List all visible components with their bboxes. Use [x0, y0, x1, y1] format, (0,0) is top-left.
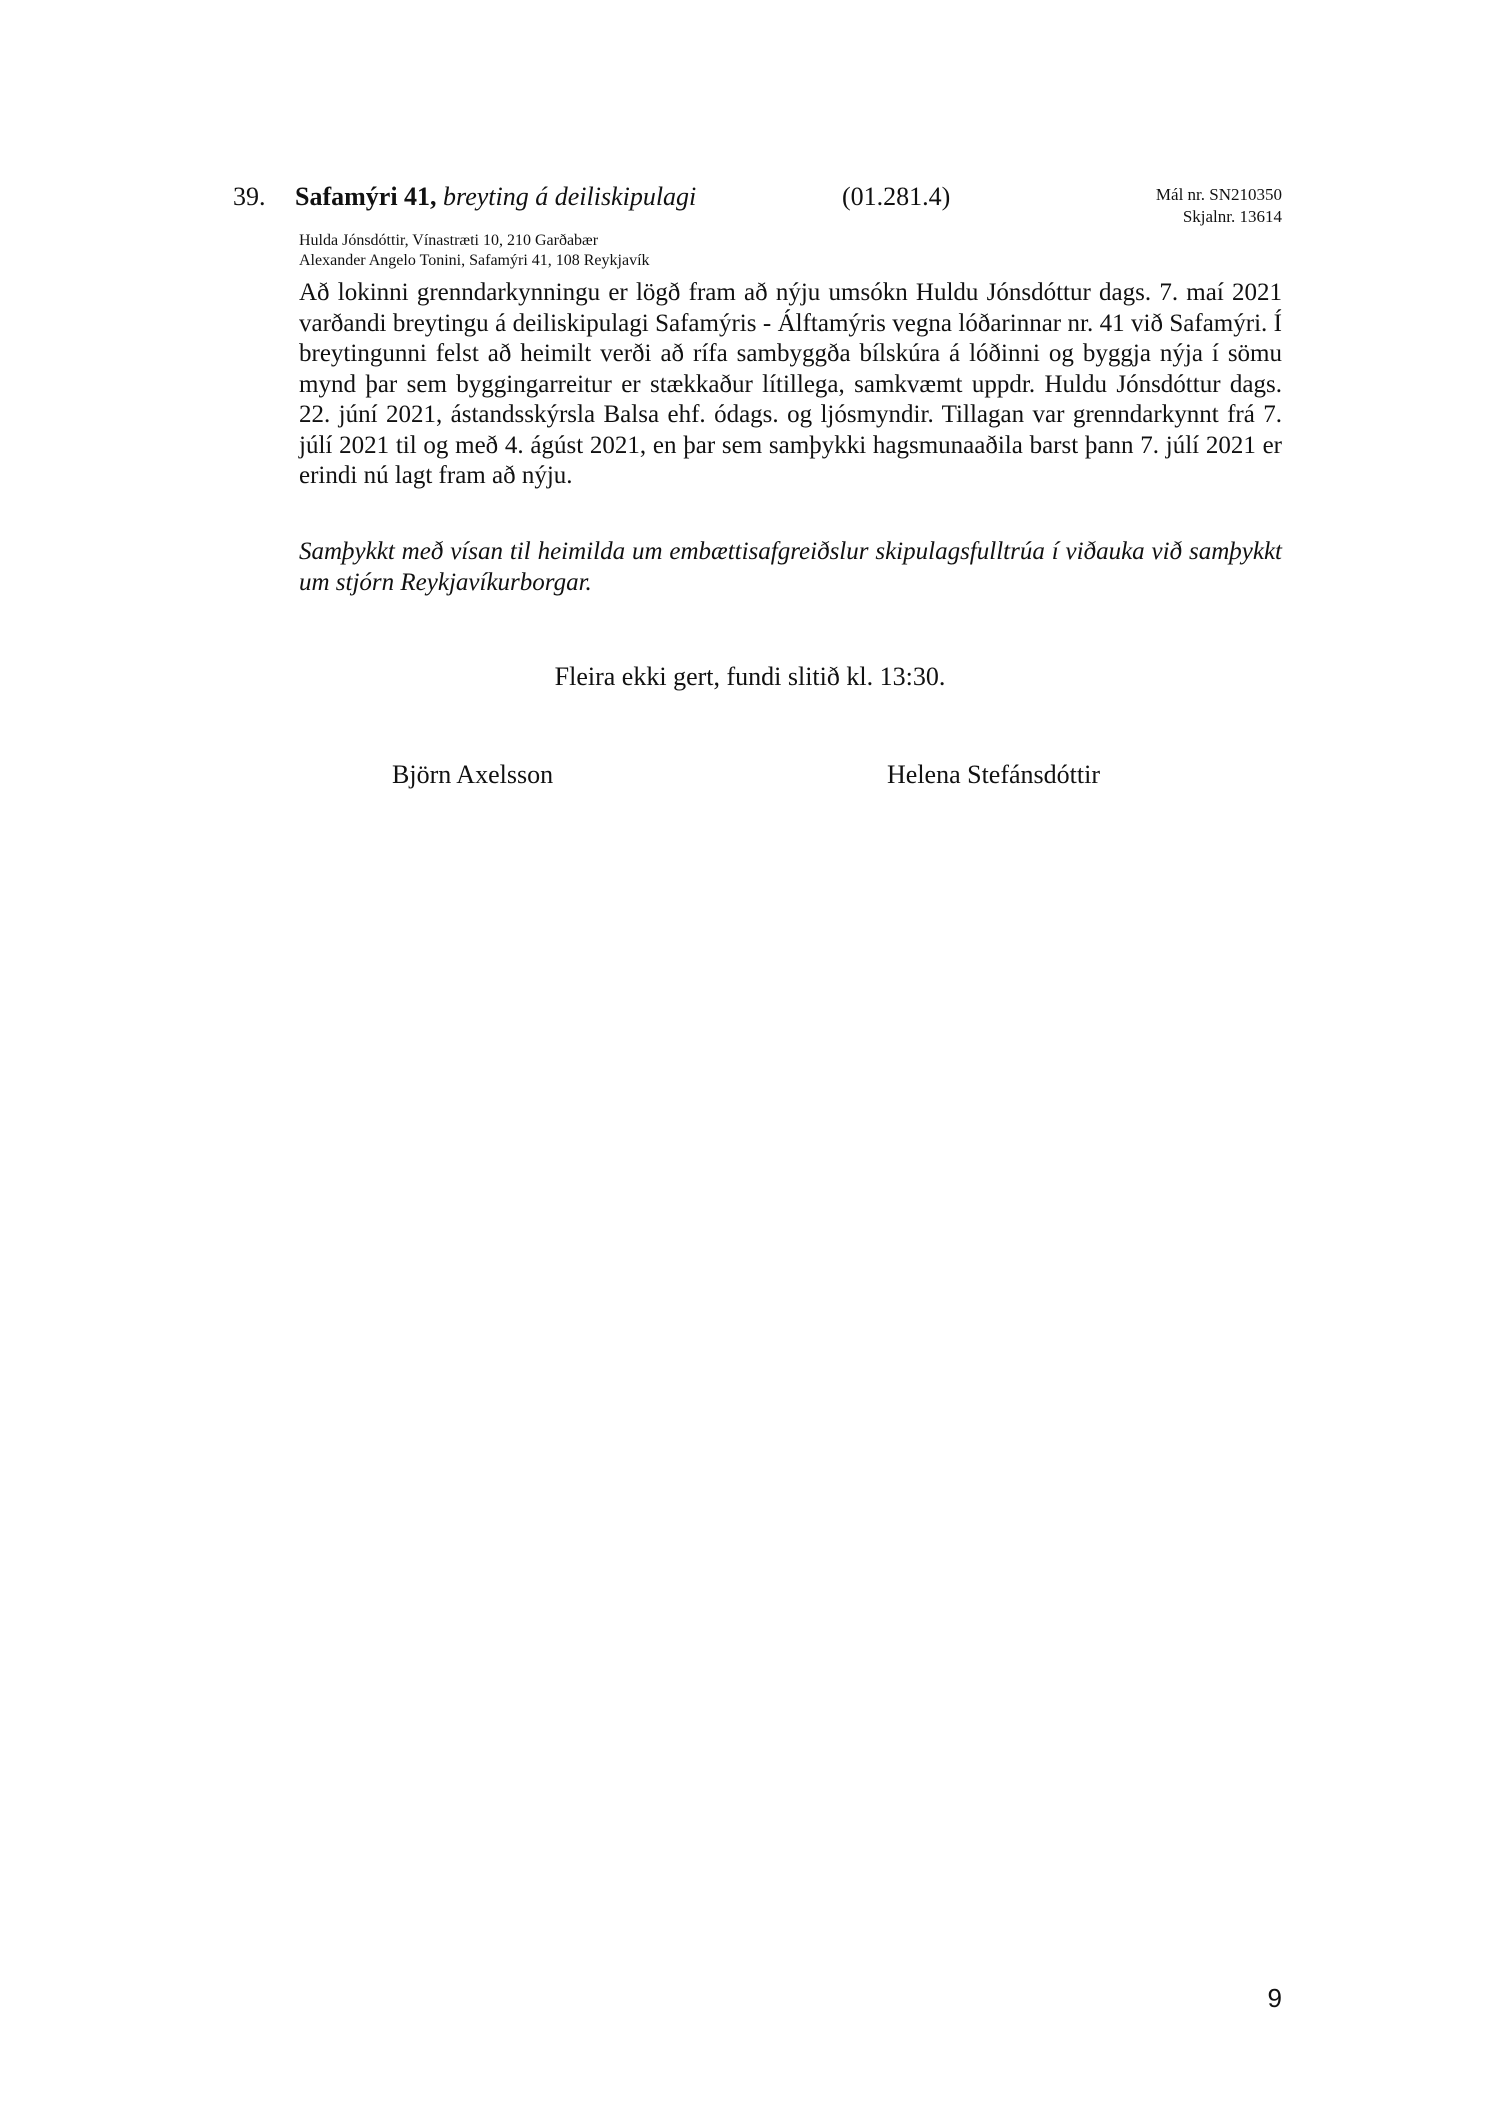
- signature-1: Björn Axelsson: [392, 760, 554, 789]
- meeting-closing: Fleira ekki gert, fundi slitið kl. 13:30.: [554, 662, 946, 691]
- item-title-subject: breyting á deiliskipulagi: [443, 182, 697, 211]
- document-number: Skjalnr. 13614: [1182, 207, 1282, 226]
- item-title: [295, 182, 696, 212]
- item-title-address: Safamýri 41,: [295, 182, 437, 211]
- applicant-2: Alexander Angelo Tonini, Safamýri 41, 108 Reykjavík: [299, 252, 650, 269]
- signature-2: Helena Stefánsdóttir: [887, 760, 1100, 789]
- applicants: [299, 231, 650, 271]
- applicant-1: Hulda Jónsdóttir, Vínastræti 10, 210 Garðabær: [299, 232, 599, 249]
- item-body: Að lokinni grenndarkynningu er lögð fram að nýju umsókn Huldu Jónsdóttur dags. 7. maí 2021 varðandi breytingu á deiliskipulagi Safamýris - Álftamýris vegna lóðarinnar nr. 41 við Safamýri. Í breytingunni felst að heimilt verði að rífa sambyggða bílskúra á lóðinni og byggja nýja í sömu mynd þar sem byggingarreitur er stækkaður lítillega, samkvæmt uppdr. Huldu Jónsdóttur dags. 22. júní 2021, ástandsskýrsla Balsa ehf. ódags. og ljósmyndir. Tillagan var grenndarkynnt frá 7. júlí 2021 til og með 4. ágúst 2021, en þar sem samþykki hagsmunaaðila barst þann 7. júlí 2021 er erindi nú lagt fram að nýju.: [299, 279, 1282, 489]
- case-number: Mál nr. SN210350: [1155, 185, 1282, 204]
- item-number: 39.: [233, 182, 266, 211]
- item-decision: Samþykkt með vísan til heimilda um embættisafgreiðslur skipulagsfulltrúa í viðauka við samþykkt um stjórn Reykjavíkurborgar.: [299, 538, 1282, 596]
- item-reference: (01.281.4): [842, 182, 951, 211]
- page-number: 9: [1267, 1983, 1282, 2013]
- case-info: [1156, 184, 1282, 228]
